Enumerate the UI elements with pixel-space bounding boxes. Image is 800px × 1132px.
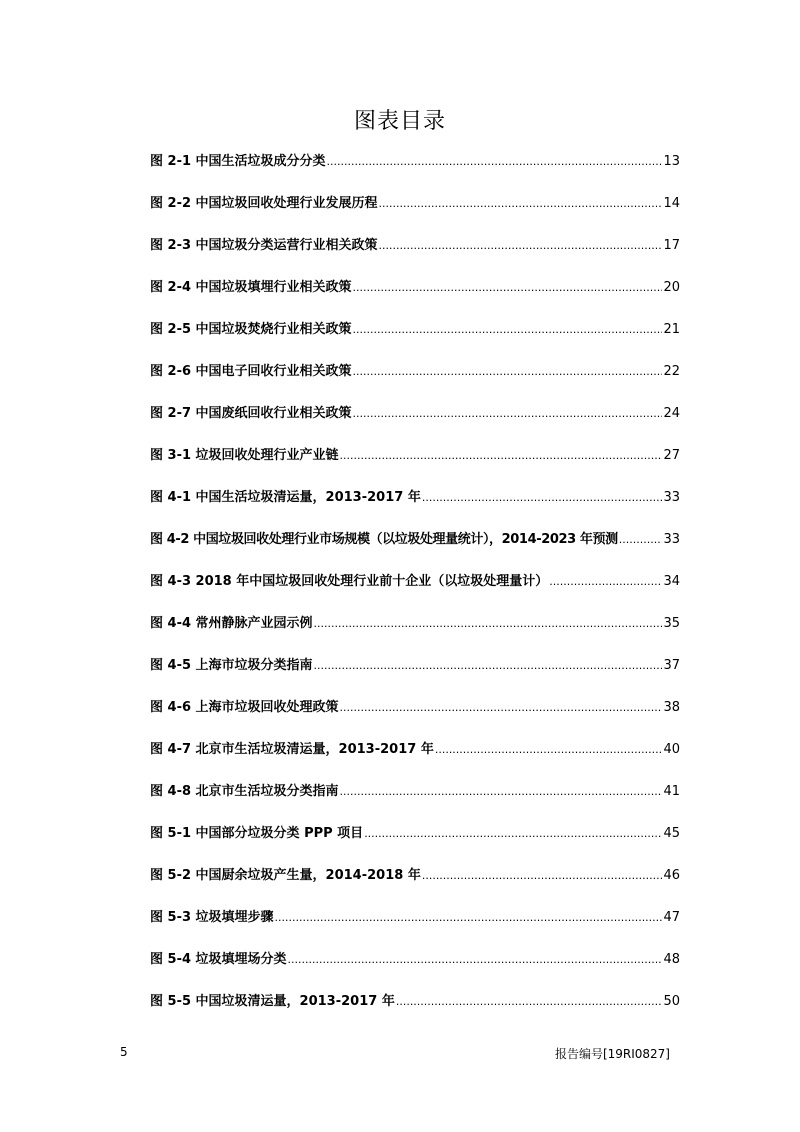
toc-entry[interactable]: [150, 864, 680, 906]
toc-leader-dots: [314, 658, 663, 673]
toc-entry[interactable]: [150, 234, 680, 276]
toc-entry-page: 24: [663, 406, 680, 421]
toc-entry-page: 20: [663, 280, 680, 295]
toc-entry[interactable]: [150, 486, 680, 528]
toc-leader-dots: [353, 322, 663, 337]
toc-entry[interactable]: [150, 528, 680, 570]
toc-entry-label: 图 4-2 中国垃圾回收处理行业市场规模（以垃圾处理量统计），2014-2023 年预测: [150, 532, 618, 547]
toc-leader-dots: [379, 196, 663, 211]
toc-entry[interactable]: [150, 822, 680, 864]
toc-entry-label: 图 4-5 上海市垃圾分类指南: [150, 658, 313, 673]
toc-entry[interactable]: [150, 780, 680, 822]
toc-entry-label: 图 2-5 中国垃圾焚烧行业相关政策: [150, 322, 352, 337]
toc-entry-page: 45: [663, 826, 680, 841]
toc-entry-label: 图 3-1 垃圾回收处理行业产业链: [150, 448, 339, 463]
toc-entry-page: 21: [663, 322, 680, 337]
toc-leader-dots: [422, 490, 663, 505]
toc-entry-page: 14: [663, 196, 680, 211]
toc-entry-label: 图 4-7 北京市生活垃圾清运量，2013-2017 年: [150, 742, 434, 757]
toc-entry-label: 图 2-1 中国生活垃圾成分分类: [150, 154, 326, 169]
toc-leader-dots: [340, 448, 663, 463]
toc-entry[interactable]: [150, 612, 680, 654]
toc-entry-label: 图 2-2 中国垃圾回收处理行业发展历程: [150, 196, 378, 211]
toc-entry-page: 37: [663, 658, 680, 673]
toc-entry-label: 图 4-8 北京市生活垃圾分类指南: [150, 784, 339, 799]
toc-entry-label: 图 5-2 中国厨余垃圾产生量，2014-2018 年: [150, 868, 421, 883]
toc-entry[interactable]: [150, 150, 680, 192]
toc-leader-dots: [549, 574, 662, 589]
toc-leader-dots: [275, 910, 663, 925]
toc-leader-dots: [353, 280, 663, 295]
toc-list: [150, 150, 680, 1032]
toc-entry-label: 图 5-4 垃圾填埋场分类: [150, 952, 287, 967]
toc-entry[interactable]: [150, 654, 680, 696]
toc-entry[interactable]: [150, 402, 680, 444]
toc-entry[interactable]: [150, 990, 680, 1032]
toc-entry[interactable]: [150, 570, 680, 612]
toc-entry-page: 22: [663, 364, 680, 379]
toc-entry-page: 41: [663, 784, 680, 799]
toc-entry-page: 46: [663, 868, 680, 883]
toc-entry[interactable]: [150, 738, 680, 780]
toc-leader-dots: [288, 952, 663, 967]
toc-entry-page: 40: [663, 742, 680, 757]
toc-entry-label: 图 2-7 中国废纸回收行业相关政策: [150, 406, 352, 421]
toc-leader-dots: [353, 406, 663, 421]
toc-entry[interactable]: [150, 696, 680, 738]
toc-entry-page: 34: [663, 574, 680, 589]
toc-entry-page: 47: [663, 910, 680, 925]
page-title: 图表目录: [353, 109, 446, 134]
toc-entry-page: 50: [663, 994, 680, 1009]
toc-leader-dots: [435, 742, 663, 757]
toc-leader-dots: [314, 616, 663, 631]
toc-entry-page: 27: [663, 448, 680, 463]
toc-leader-dots: [422, 868, 663, 883]
footer-page-number: 5: [120, 1045, 128, 1059]
toc-entry[interactable]: [150, 360, 680, 402]
toc-leader-dots: [396, 994, 663, 1009]
toc-leader-dots: [379, 238, 663, 253]
toc-entry-page: 17: [663, 238, 680, 253]
toc-entry-page: 48: [663, 952, 680, 967]
footer-report-number: 报告编号[19RI0827]: [554, 1047, 670, 1061]
toc-entry-label: 图 4-6 上海市垃圾回收处理政策: [150, 700, 339, 715]
toc-entry[interactable]: [150, 444, 680, 486]
toc-entry[interactable]: [150, 948, 680, 990]
toc-entry-label: 图 4-3 2018 年中国垃圾回收处理行业前十企业（以垃圾处理量计）: [150, 574, 549, 589]
toc-leader-dots: [353, 364, 663, 379]
toc-entry-label: 图 5-3 垃圾填埋步骤: [150, 910, 274, 925]
toc-entry-page: 35: [663, 616, 680, 631]
toc-entry-page: 33: [663, 532, 680, 547]
toc-entry-label: 图 4-1 中国生活垃圾清运量，2013-2017 年: [150, 490, 421, 505]
toc-entry[interactable]: [150, 318, 680, 360]
toc-leader-dots: [327, 154, 663, 169]
toc-entry-label: 图 2-4 中国垃圾填埋行业相关政策: [150, 280, 352, 295]
toc-entry[interactable]: [150, 906, 680, 948]
toc-entry-label: 图 4-4 常州静脉产业园示例: [150, 616, 313, 631]
toc-entry[interactable]: [150, 276, 680, 318]
toc-entry[interactable]: [150, 192, 680, 234]
toc-leader-dots: [364, 826, 662, 841]
toc-entry-page: 38: [663, 700, 680, 715]
toc-leader-dots: [619, 532, 663, 547]
toc-entry-label: 图 5-1 中国部分垃圾分类 PPP 项目: [150, 826, 364, 841]
toc-leader-dots: [340, 784, 663, 799]
toc-entry-page: 33: [663, 490, 680, 505]
toc-leader-dots: [340, 700, 663, 715]
toc-entry-label: 图 2-3 中国垃圾分类运营行业相关政策: [150, 238, 378, 253]
toc-entry-label: 图 2-6 中国电子回收行业相关政策: [150, 364, 352, 379]
toc-entry-label: 图 5-5 中国垃圾清运量，2013-2017 年: [150, 994, 395, 1009]
toc-entry-page: 13: [663, 154, 680, 169]
